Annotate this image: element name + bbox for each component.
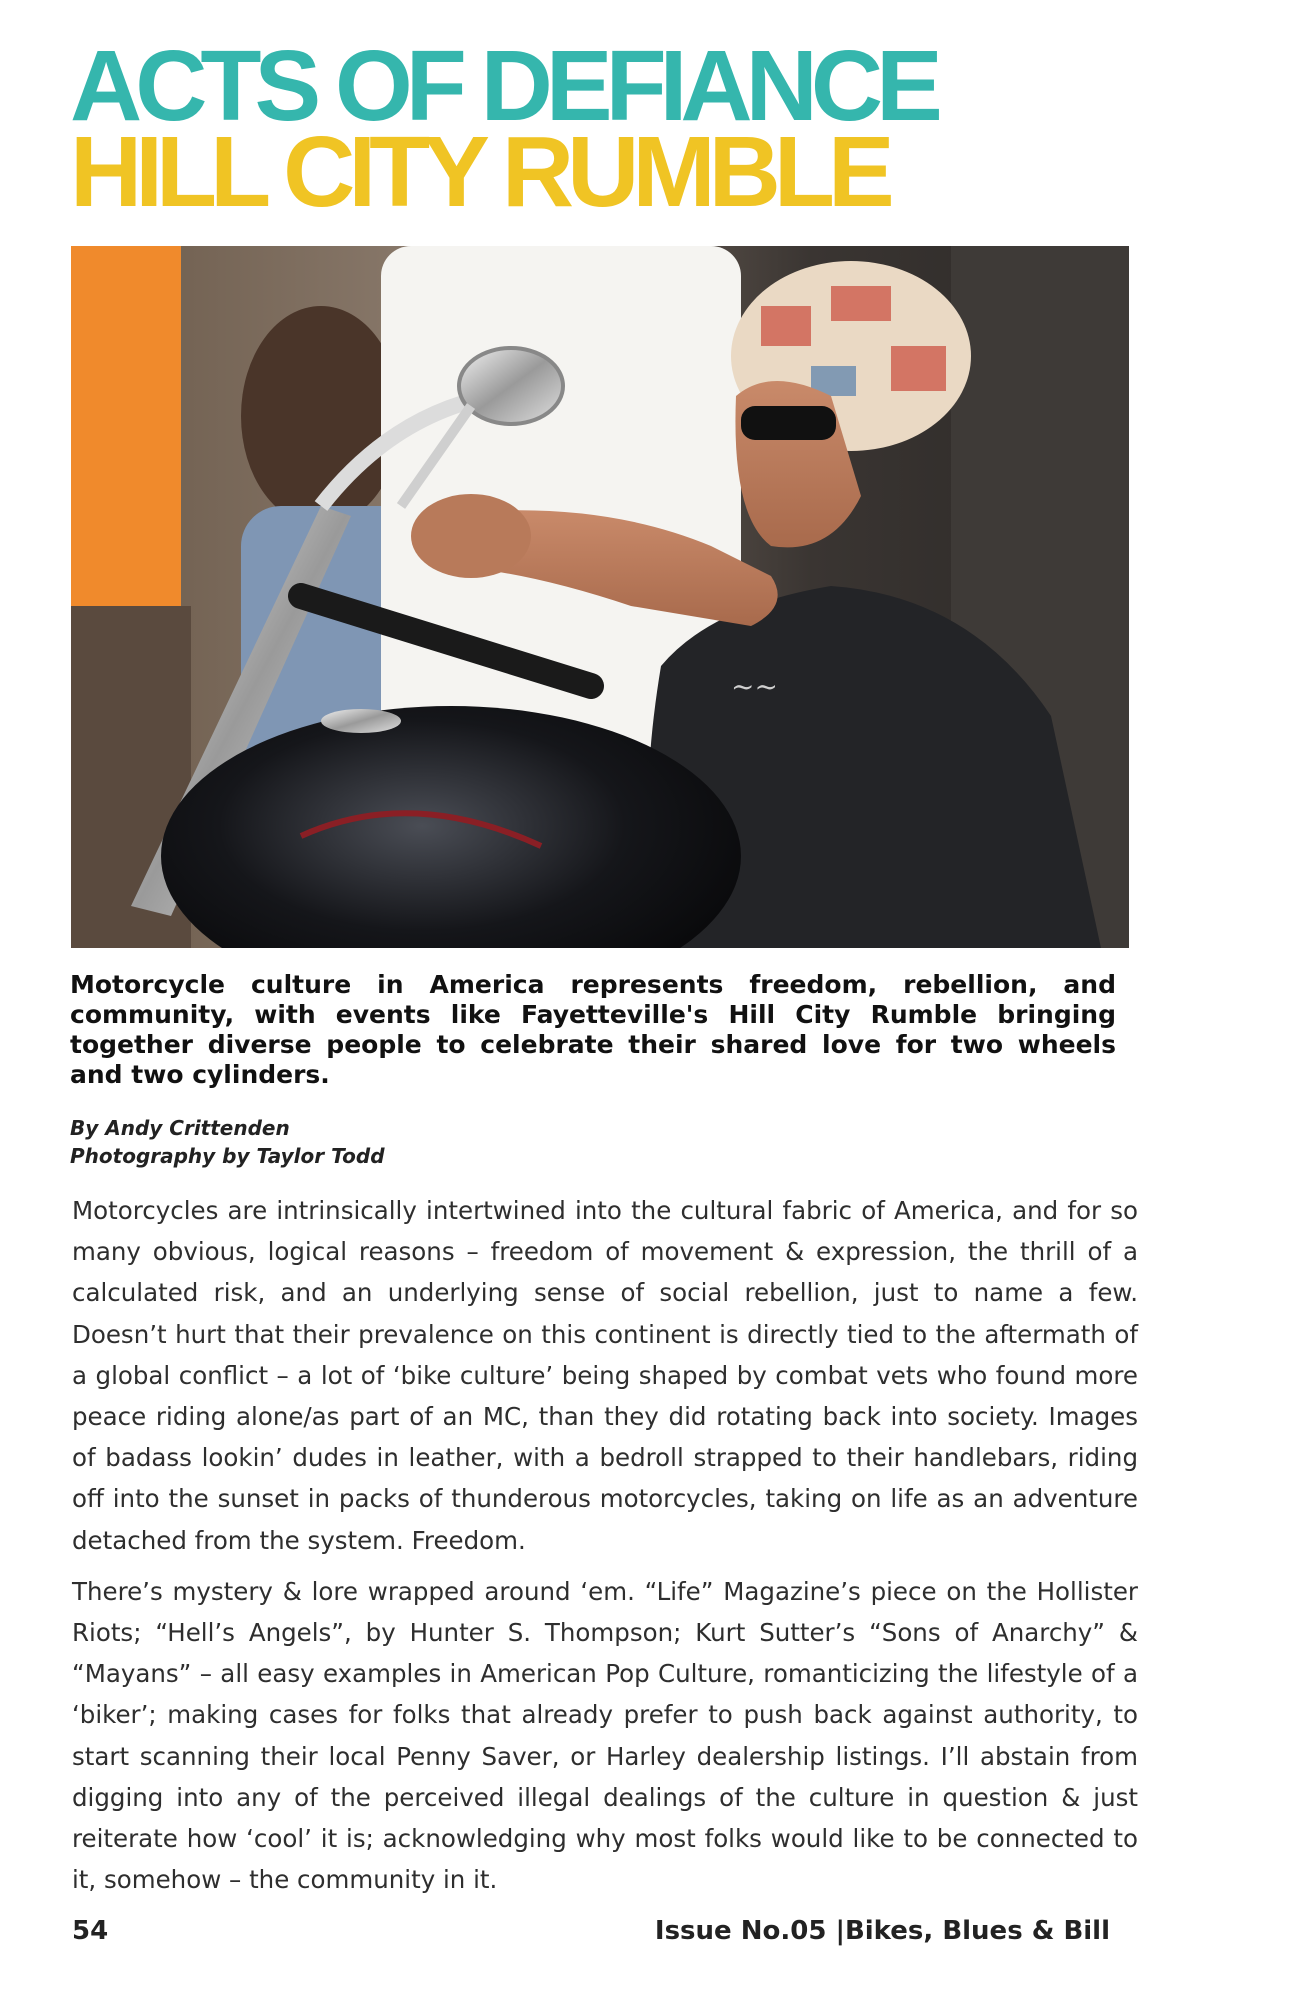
body-paragraph: There’s mystery & lore wrapped around ‘em. “Life” Magazine’s piece on the Hollister Riots; “Hell’s Angels”, by Hunter S. Thompson; Kurt Sutter’s “Sons of Anarchy” & “Mayans” – all easy examples in American Pop Culture, romanticizing the lifestyle of a ‘biker’; making cases for folks that already prefer to push back against authority, to start scanning their local Penny Saver, or Harley dealership listings. I’ll abstain from digging into any of the perceived illegal dealings of the culture in question & just reiterate how ‘cool’ it is; acknowledging why most folks would like to be connected to it, somehow – the community in it. bbox=[72, 1576, 1138, 1895]
photo-credit: Photography by Taylor Todd bbox=[70, 1144, 385, 1168]
issue-label: Issue No.05 |Bikes, Blues & Bill bbox=[654, 1916, 1110, 1946]
motorcycle-rider-illustration bbox=[71, 246, 1129, 948]
hero-photo bbox=[71, 246, 1129, 948]
svg-text:~~: ~~ bbox=[731, 670, 778, 703]
article-lede: Motorcycle culture in America represents freedom, rebellion, and community, with events like Fayetteville's Hill City Rumble bringing together diverse people to celebrate their shared love for two wheels and two cylinders. bbox=[70, 970, 1116, 1089]
page-number: 54 bbox=[72, 1916, 109, 1946]
headline-line-2: HILL CITY RUMBLE bbox=[70, 116, 888, 228]
body-paragraph: Motorcycles are intrinsically intertwined into the cultural fabric of America, and for so many obvious, logical reasons – freedom of movement & expression, the thrill of a calculated risk, and an underlying sense of social rebellion, just to name a few. Doesn’t hurt that their prevalence on this continent is directly tied to the aftermath of a global conflict – a lot of ‘bike culture’ being shaped by combat vets who found more peace riding alone/as part of an MC, than they did rotating back into society. Images of badass lookin’ dudes in leather, with a bedroll strapped to their handlebars, riding off into the sunset in packs of thunderous motorcycles, taking on life as an adventure detached from the system. Freedom. bbox=[72, 1196, 1138, 1555]
headline-line-1: ACTS OF DEFIANCE bbox=[70, 30, 936, 142]
author-byline: By Andy Crittenden bbox=[70, 1116, 290, 1140]
article-credits bbox=[70, 1114, 670, 1170]
article-body bbox=[72, 1190, 1138, 1910]
